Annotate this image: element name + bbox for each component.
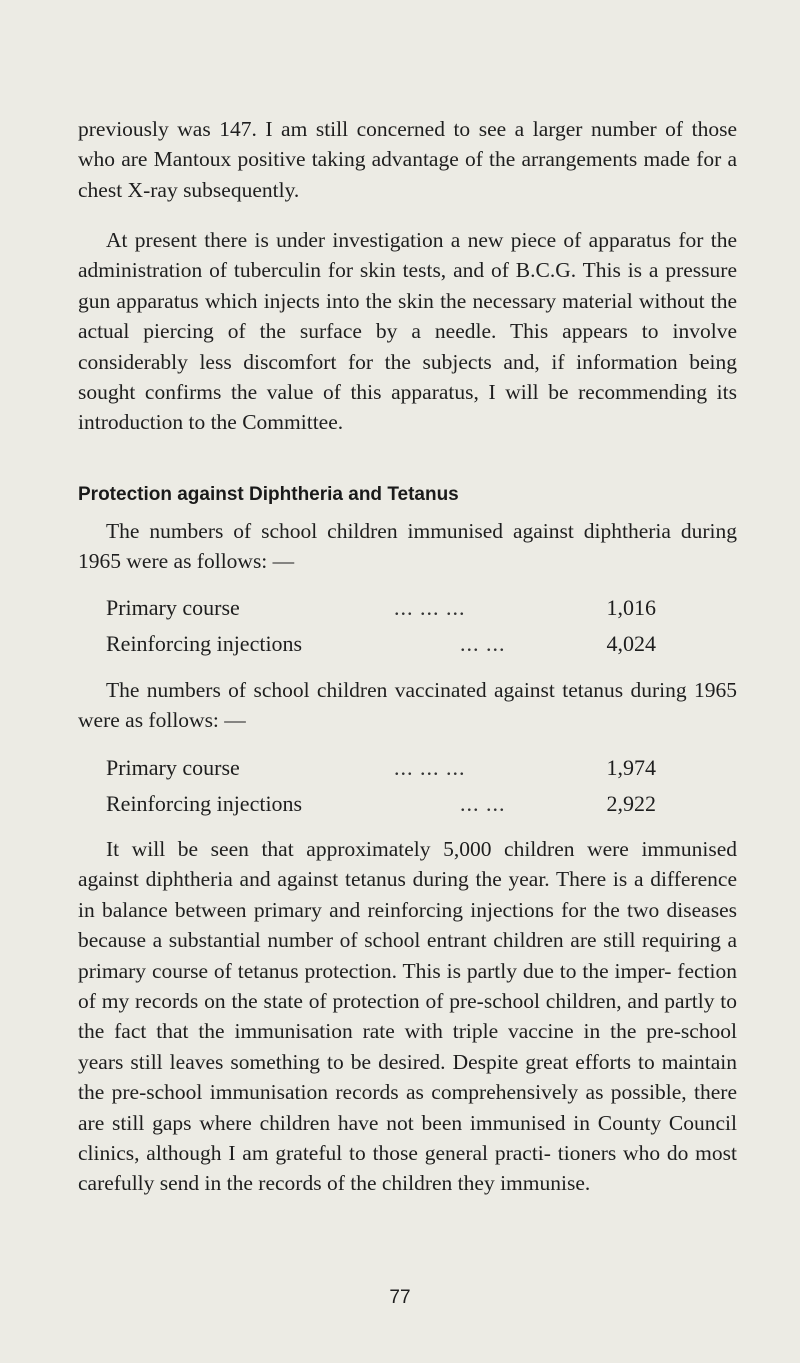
paragraph-continuation: previously was 147. I am still concerned to see a larger number of those who are Mantoux positive taking advantage of the arrangements made for a chest X-ray subsequently. — [78, 117, 737, 202]
row-label: Reinforcing injections — [106, 631, 303, 656]
row-label: Primary course — [106, 595, 240, 620]
paragraph-closing: It will be seen that approximately 5,000 children were immunised against diphtheria and against tetanus during the year. There is a difference in balance between primary and reinforcing injections for the two diseases because a substantial number of school entrant children are still requiring a primary course of tetanus protection. This is partly due to the imper- fection of my records on the state of protection of pre-school children, and partly to the fact that the immunisation rate with triple vaccine in the pre-school years still leaves something to be desired. Despite great efforts to maintain the pre-school immunisation records as comprehensively as possible, there are still gaps where children have not been immunised in County Council clinics, although I am grateful to those general practi- tioners who do most carefully send in the records of the children they immunise. — [78, 837, 737, 1196]
table-row — [106, 592, 656, 624]
row-value: 1,016 — [606, 595, 656, 620]
leader-dots: ... ... — [460, 631, 506, 656]
table-row — [106, 752, 656, 784]
table-row — [106, 628, 656, 660]
row-value: 4,024 — [606, 631, 656, 656]
table-row — [106, 788, 656, 820]
paragraph-pressure-gun: At present there is under investigation a new piece of apparatus for the administration of tuberculin for skin tests, and of B.C.G. This is a pressure gun apparatus which injects into the skin the necessary material without the actual piercing of the surface by a needle. This appears to involve considerably less discomfort for the subjects and, if information being sought confirms the value of this apparatus, I will be recommending its introduction to the Committee. — [78, 228, 737, 435]
row-value: 2,922 — [606, 791, 656, 816]
leader-dots: ... ... ... — [394, 595, 466, 620]
row-value: 1,974 — [606, 755, 656, 780]
section-heading: Protection against Diphtheria and Tetanus — [78, 484, 459, 505]
row-label: Reinforcing injections — [106, 791, 303, 816]
paragraph-tetanus-intro: The numbers of school children vaccinated against tetanus during 1965 were as follows: — — [78, 678, 737, 733]
page-number: 77 — [389, 1287, 411, 1308]
paragraph-diphtheria-intro: The numbers of school children immunised against diphtheria during 1965 were as follows: — — [78, 519, 737, 574]
leader-dots: ... ... ... — [394, 755, 466, 780]
leader-dots: ... ... — [460, 791, 506, 816]
row-label: Primary course — [106, 755, 240, 780]
